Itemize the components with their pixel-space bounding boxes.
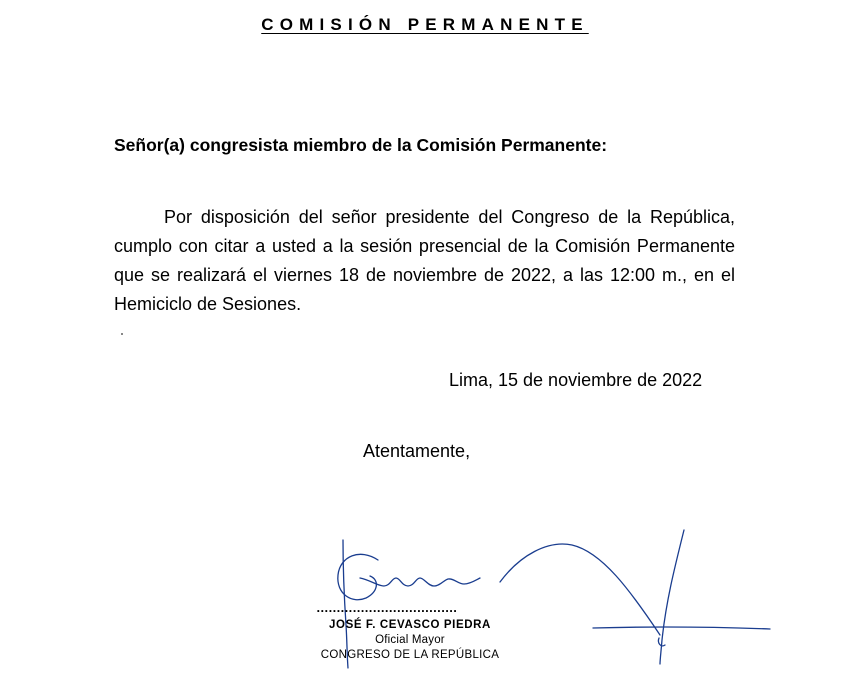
closing: Atentamente,	[363, 441, 471, 461]
date-line: Lima, 15 de noviembre de 2022	[449, 370, 703, 390]
salutation: Señor(a) congresista miembro de la Comisión Permanente:	[114, 135, 608, 155]
signatory-block	[300, 618, 520, 663]
signatory-organization: CONGRESO DE LA REPÚBLICA	[320, 649, 500, 661]
body-paragraph: Por disposición del señor presidente del Congreso de la República, cumplo con citar a usted a la sesión presencial de la Comisión Permanente que se realizará el viernes 18 de noviembre de 2022, a las 12:00 m., en el Hemiciclo de Sesiones.	[114, 207, 735, 314]
signature-dotted-line: ...................................	[315, 603, 456, 615]
document-heading: COMISIÓN PERMANENTE	[261, 15, 589, 34]
scan-speck	[121, 333, 123, 335]
signatory-title: Oficial Mayor	[375, 634, 445, 646]
signature-2	[500, 530, 770, 664]
signatory-name: JOSÉ F. CEVASCO PIEDRA	[329, 619, 491, 631]
